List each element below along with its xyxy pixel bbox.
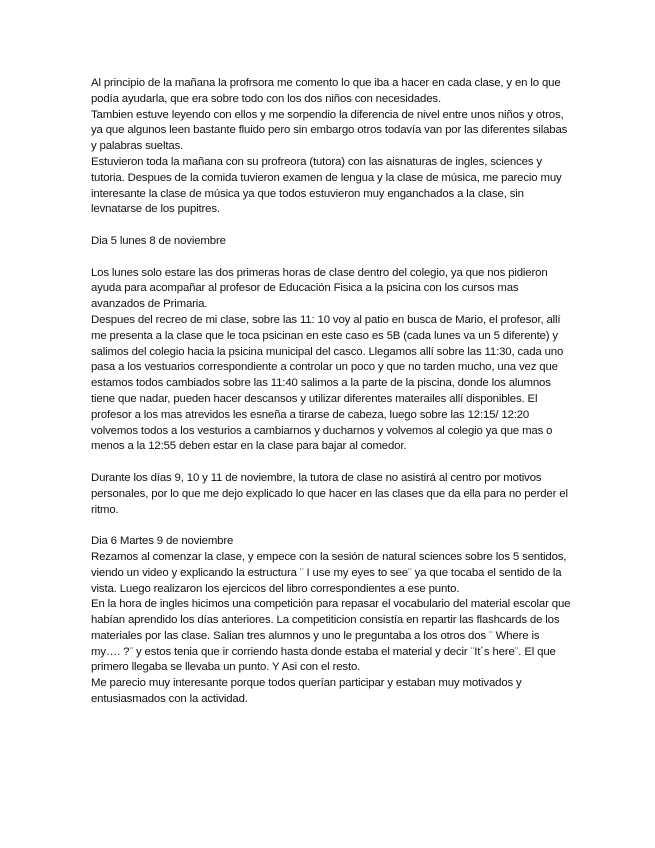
paragraph-morning-intro: Al principio de la mañana la profrsora me comento lo que iba a hacer en cada clase, y en lo que podía ayudarla, que era sobre todo con los dos niños con necesidades. [91,77,561,105]
blank-line [91,218,571,234]
paragraph-reading: Tambien estuve leyendo con ellos y me sorpendio la diferencia de nivel entre unos niños y otros, ya que algunos leen bastante fluido pero sin embargo otros todavía van por las diferentes silabas y palabras sueltas. [91,108,568,153]
blank-line [91,250,571,266]
blank-line [91,455,571,471]
heading-day-5: Dia 5 lunes 8 de noviembre [91,234,226,247]
heading-day-6: Dia 6 Martes 9 de noviembre [91,535,234,548]
paragraph-english-competition: En la hora de ingles hicimos una competición para repasar el vocabulario del material escolar que habían aprendido los días anteriores. La competiticion consistía en repartir las flashcards de los materiales por las clase. Salian tres alumnos y uno le preguntaba a los otros dos ¨ Where is my…. ?¨ y estos tenia que ir corriendo hasta donde estaba el material y decir ¨It´s here¨. El que primero llegaba se llevaba un punto. Y Asi con el resto. [91,598,571,674]
paragraph-reflection: Me parecio muy interesante porque todos querían participar y estaban muy motivados y entusiasmados con la actividad. [91,677,522,706]
blank-line [91,518,571,534]
paragraph-tutor-absence: Durante los días 9, 10 y 11 de noviembre, la tutora de clase no asistirá al centro por motivos personales, por lo que me dejo explicado lo que hacer en las clases que da ella para no perder el ritmo. [91,471,568,516]
paragraph-natural-sciences: Rezamos al comenzar la clase, y empece con la sesión de natural sciences sobre los 5 sentidos, viendo un video y explicando la estructura ¨ I use my eyes to see¨ ya que tocaba el sentido de la vista. Luego realizaron los ejercicos del libro correspondientes a ese punto. [91,550,567,595]
paragraph-mondays: Los lunes solo estare las dos primeras horas de clase dentro del colegio, ya que nos pidieron ayuda para acompañar al profesor de Educación Fisica a la psicina con los cursos mas avanzados de Primaria. [91,266,548,311]
paragraph-pool: Despues del recreo de mi clase, sobre las 11: 10 voy al patio en busca de Mario, el profesor, allí me presenta a la clase que le toca psicinan en este caso es 5B (cada lunes va un 5 diferente) y salimos del colegio hacia la psicina municipal del casco. Llegamos allí sobre las 11:30, cada uno pasa a los vestuarios correspondiente a controlar un poco y que no tarden mucho, una vez que estamos todos cambiados sobre las 11:40 salimos a la parte de la piscina, donde los alumnos tiene que nadar, pueden hacer descansos y utilizar diferentes materailes allí disponibles. El profesor a los mas atrevidos les esneña a tirarse de cabeza, luego sobre las 12:15/ 12:20 volvemos todos a los vesturios a cambiarnos y ducharnos y volvemos al colegio ya que mas o menos a la 12:55 deben estar en la clase para bajar al comedor. [91,313,564,453]
document-body [91,76,571,708]
paragraph-subjects: Estuvieron toda la mañana con su profreora (tutora) con las aisnaturas de ingles, sciences y tutoria. Despues de la comida tuvieron examen de lengua y la clase de música, me parecio muy interesante la clase de música ya que todos estuvieron muy enganchados a la clase, sin levnatarse de los pupitres. [91,155,562,216]
